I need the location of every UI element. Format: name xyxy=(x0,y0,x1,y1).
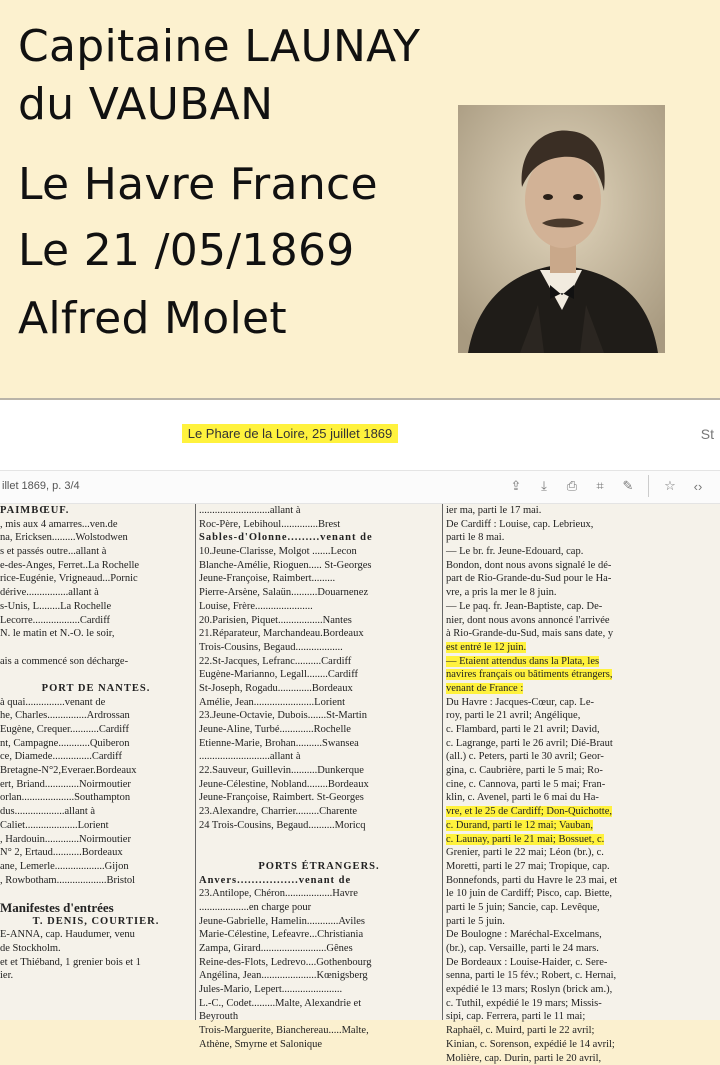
scan-line: et et Thiéband, 1 grenier bois et 1 xyxy=(0,956,192,970)
scan-line: venant de France : xyxy=(446,682,714,696)
scan-line: nier, dont nous avons annoncé l'arrivée xyxy=(446,614,714,628)
scan-line: ier. xyxy=(0,969,192,983)
title-line-3: Le Havre France xyxy=(18,156,378,214)
title-line-5: Alfred Molet xyxy=(18,290,287,348)
captain-portrait xyxy=(458,105,665,353)
scan-line: Jeune-Françoise, Raimbert. St-Georges xyxy=(199,791,439,805)
scan-line: De Cardiff : Louise, cap. Lebrieux, xyxy=(446,518,714,532)
star-icon[interactable]: ☆ xyxy=(658,475,682,497)
scan-line: N° 2, Ertaud...........Bordeaux xyxy=(0,846,192,860)
scan-line: (br.), cap. Versaille, parti le 24 mars. xyxy=(446,942,714,956)
scan-line: E-ANNA, cap. Haudumer, venu xyxy=(0,928,192,942)
scan-column-1 xyxy=(0,504,192,983)
scan-line: ...........................allant à xyxy=(199,504,439,518)
newspaper-scan xyxy=(0,504,720,1020)
scan-line: part de Rio-Grande-du-Sud pour le Ha- xyxy=(446,572,714,586)
scan-line: orlan....................Southampton xyxy=(0,791,192,805)
share-icon[interactable]: ⇪ xyxy=(504,475,528,497)
scan-line: ane, Lemerle...................Gijon xyxy=(0,860,192,874)
scan-line: Reine-des-Flots, Ledrevo....Gothenbourg xyxy=(199,956,439,970)
scan-line: T. DENIS, COURTIER. xyxy=(0,915,192,929)
title-line-1: Capitaine LAUNAY xyxy=(18,18,420,76)
scan-line: Marie-Célestine, Lefeavre...Christiania xyxy=(199,928,439,942)
scan-line: Molière, cap. Durin, parti le 20 avril, xyxy=(446,1052,714,1065)
scan-line: navires français ou bâtiments étrangers, xyxy=(446,668,714,682)
scan-line: à Rio-Grande-du-Sud, mais sans date, y xyxy=(446,627,714,641)
scan-line: dus...................allant à xyxy=(0,805,192,819)
scan-line xyxy=(199,846,439,860)
scan-line: Grenier, parti le 22 mai; Léon (br.), c. xyxy=(446,846,714,860)
scan-line: Trois-Marguerite, Bianchereau.....Malte, xyxy=(199,1024,439,1038)
scan-line: Etienne-Marie, Brohan..........Swansea xyxy=(199,737,439,751)
newspaper-viewer xyxy=(0,398,720,1020)
scan-line xyxy=(0,887,192,901)
scan-line: 20.Parisien, Piquet.................Nantes xyxy=(199,614,439,628)
scan-line: le 10 juin de Cardiff; Pisco, cap. Biette, xyxy=(446,887,714,901)
scan-line: nt, Campagne............Quiberon xyxy=(0,737,192,751)
toolbar-separator xyxy=(648,475,650,497)
scan-line: ce, Diamede...............Cardiff xyxy=(0,750,192,764)
scan-line: parti le 8 mai. xyxy=(446,531,714,545)
scan-line: cine, c. Cannova, parti le 5 mai; Fran- xyxy=(446,778,714,792)
scan-line: Amélie, Jean.......................Lorient xyxy=(199,696,439,710)
page-info: illet 1869, p. 3/4 xyxy=(2,480,80,492)
scan-line: 22.Sauveur, Guillevin..........Dunkerque xyxy=(199,764,439,778)
scan-line xyxy=(0,668,192,682)
scan-line: klin, c. Avenel, parti le 6 mai du Ha- xyxy=(446,791,714,805)
scan-line: sipi, cap. Ferrera, parti le 11 mai; xyxy=(446,1010,714,1024)
scan-line: s et passés outre...allant à xyxy=(0,545,192,559)
scan-line: Manifestes d'entrées xyxy=(0,901,192,915)
scan-line: Trois-Cousins, Begaud.................. xyxy=(199,641,439,655)
scan-line: Lecorre..................Cardiff xyxy=(0,614,192,628)
scan-line: Kinian, c. Sorenson, expédié le 14 avril; xyxy=(446,1038,714,1052)
scan-line: 10.Jeune-Clarisse, Molgot .......Lecon xyxy=(199,545,439,559)
scan-line: Beyrouth xyxy=(199,1010,439,1024)
scan-line: Bretagne-N°2,Everaer.Bordeaux xyxy=(0,764,192,778)
scan-line: e-des-Anges, Ferret..La Rochelle xyxy=(0,559,192,573)
scan-line: expédié le 13 mars; Roslyn (brick am.), xyxy=(446,983,714,997)
scan-line: Blanche-Amélie, Rioguen..... St-Georges xyxy=(199,559,439,573)
scan-line: rice-Eugénie, Vrigneaud...Pornic xyxy=(0,572,192,586)
scan-line: c. Flambard, parti le 21 avril; David, xyxy=(446,723,714,737)
scan-line: c. Launay, parti le 21 mai; Bossuet, c. xyxy=(446,833,714,847)
scan-line: Anvers.................venant de xyxy=(199,874,439,888)
scan-line: Zampa, Girard.........................Gênes xyxy=(199,942,439,956)
scan-line: Bonnefonds, parti du Havre le 23 mai, et xyxy=(446,874,714,888)
scan-line: Jules-Mario, Lepert....................... xyxy=(199,983,439,997)
scan-line: ier ma, parti le 17 mai. xyxy=(446,504,714,518)
scan-line: 23.Jeune-Octavie, Dubois.......St-Martin xyxy=(199,709,439,723)
scan-line: De Bordeaux : Louise-Haider, c. Sere- xyxy=(446,956,714,970)
column-divider xyxy=(195,504,196,1020)
scan-line: vre, et le 25 de Cardiff; Don-Quichotte, xyxy=(446,805,714,819)
scan-line: ...........................allant à xyxy=(199,750,439,764)
scan-line: L.-C., Codet.........Malte, Alexandrie et xyxy=(199,997,439,1011)
scan-line: parti le 5 juin. xyxy=(446,915,714,929)
scan-line: Jeune-Françoise, Raimbert......... xyxy=(199,572,439,586)
scan-column-2 xyxy=(199,504,439,1052)
scan-column-3 xyxy=(446,504,714,1065)
scan-line: s-Unis, L........La Rochelle xyxy=(0,600,192,614)
scan-line: St-Joseph, Rogadu.............Bordeaux xyxy=(199,682,439,696)
title-line-4: Le 21 /05/1869 xyxy=(18,222,355,280)
scan-line: Raphaël, c. Muird, parti le 22 avril; xyxy=(446,1024,714,1038)
title-card xyxy=(0,0,720,398)
scan-line: roy, parti le 21 avril; Angélique, xyxy=(446,709,714,723)
scan-line: dérive................allant à xyxy=(0,586,192,600)
scan-line: 23.Alexandre, Charrier.........Charente xyxy=(199,805,439,819)
scan-line: est entré le 12 juin. xyxy=(446,641,714,655)
embed-icon[interactable]: ‹› xyxy=(686,475,710,497)
scan-line: PAIMBŒUF. xyxy=(0,504,192,518)
scan-line: de Stockholm. xyxy=(0,942,192,956)
scan-line: parti le 5 juin; Sancie, cap. Levêque, xyxy=(446,901,714,915)
scan-line xyxy=(0,641,192,655)
scan-line: vre, a pris la mer le 8 juin. xyxy=(446,586,714,600)
scan-line: Eugène-Marianno, Legall........Cardiff xyxy=(199,668,439,682)
scan-line: , Hardouin.............Noirmoutier xyxy=(0,833,192,847)
scan-line: Eugène, Crequer...........Cardiff xyxy=(0,723,192,737)
scan-line: Louise, Frère...................... xyxy=(199,600,439,614)
scan-line: Angélina, Jean.....................Kœnigsberg xyxy=(199,969,439,983)
scan-line: — Etaient attendus dans la Plata, les xyxy=(446,655,714,669)
column-divider xyxy=(442,504,443,1020)
edit-icon[interactable]: ✎ xyxy=(616,475,640,497)
scan-line: c. Tuthil, expédié le 19 mars; Missis- xyxy=(446,997,714,1011)
scan-line: senna, parti le 15 fév.; Robert, c. Hernai, xyxy=(446,969,714,983)
crop-icon[interactable]: ⌗ xyxy=(588,475,612,497)
scan-line: Caliet....................Lorient xyxy=(0,819,192,833)
scan-line: — Le br. fr. Jeune-Edouard, cap. xyxy=(446,545,714,559)
scan-line: — Le paq. fr. Jean-Baptiste, cap. De- xyxy=(446,600,714,614)
scan-line: ...................en charge pour xyxy=(199,901,439,915)
scan-line: Sables-d'Olonne.........venant de xyxy=(199,531,439,545)
title-line-2: du VAUBAN xyxy=(18,76,273,134)
scan-line: Moretti, parti le 27 mai; Tropique, cap. xyxy=(446,860,714,874)
scan-line: à quai...............venant de xyxy=(0,696,192,710)
print-icon[interactable]: ⎙ xyxy=(560,475,584,497)
scan-line: Du Havre : Jacques-Cœur, cap. Le- xyxy=(446,696,714,710)
scan-line: N. le matin et N.-O. le soir, xyxy=(0,627,192,641)
scan-line: he, Charles...............Ardrossan xyxy=(0,709,192,723)
scan-line: PORT DE NANTES. xyxy=(0,682,192,696)
viewer-toolbar xyxy=(0,470,720,504)
scan-line: Jeune-Célestine, Nobland........Bordeaux xyxy=(199,778,439,792)
scan-line: ert, Briand.............Noirmoutier xyxy=(0,778,192,792)
scan-line: Pierre-Arsène, Salaün..........Douarnenez xyxy=(199,586,439,600)
scan-line: c. Lagrange, parti le 26 avril; Dié-Braut xyxy=(446,737,714,751)
scan-line: Roc-Père, Lebihoul..............Brest xyxy=(199,518,439,532)
scan-line: 22.St-Jacques, Lefranc..........Cardiff xyxy=(199,655,439,669)
source-caption: Le Phare de la Loire, 25 juillet 1869 xyxy=(182,424,399,443)
scan-line: ais a commencé son décharge- xyxy=(0,655,192,669)
scan-line: , mis aux 4 amarres...ven.de xyxy=(0,518,192,532)
scan-line: PORTS ÉTRANGERS. xyxy=(199,860,439,874)
tab-fragment[interactable]: St xyxy=(701,426,714,442)
scan-line: c. Durand, parti le 12 mai; Vauban, xyxy=(446,819,714,833)
scan-line: gina, c. Caubrière, parti le 5 mai; Ro- xyxy=(446,764,714,778)
scan-line: Athène, Smyrne et Salonique xyxy=(199,1038,439,1052)
scan-line xyxy=(199,833,439,847)
scan-line: 21.Réparateur, Marchandeau.Bordeaux xyxy=(199,627,439,641)
scan-line: (all.) c. Peters, parti le 30 avril; Geor- xyxy=(446,750,714,764)
scan-line: na, Ericksen.........Wolstodwen xyxy=(0,531,192,545)
scan-line: Jeune-Aline, Turbé.............Rochelle xyxy=(199,723,439,737)
scan-line: 23.Antilope, Chéron..................Havre xyxy=(199,887,439,901)
scan-line: Bondon, dont nous avons signalé le dé- xyxy=(446,559,714,573)
download-icon[interactable]: ⤓ xyxy=(532,475,556,497)
scan-line: , Rowbotham...................Bristol xyxy=(0,874,192,888)
scan-line: De Boulogne : Maréchal-Excelmans, xyxy=(446,928,714,942)
toolbar-tools xyxy=(504,475,710,497)
scan-line: Jeune-Gabrielle, Hamelin............Aviles xyxy=(199,915,439,929)
scan-line: 24 Trois-Cousins, Begaud..........Moricq xyxy=(199,819,439,833)
